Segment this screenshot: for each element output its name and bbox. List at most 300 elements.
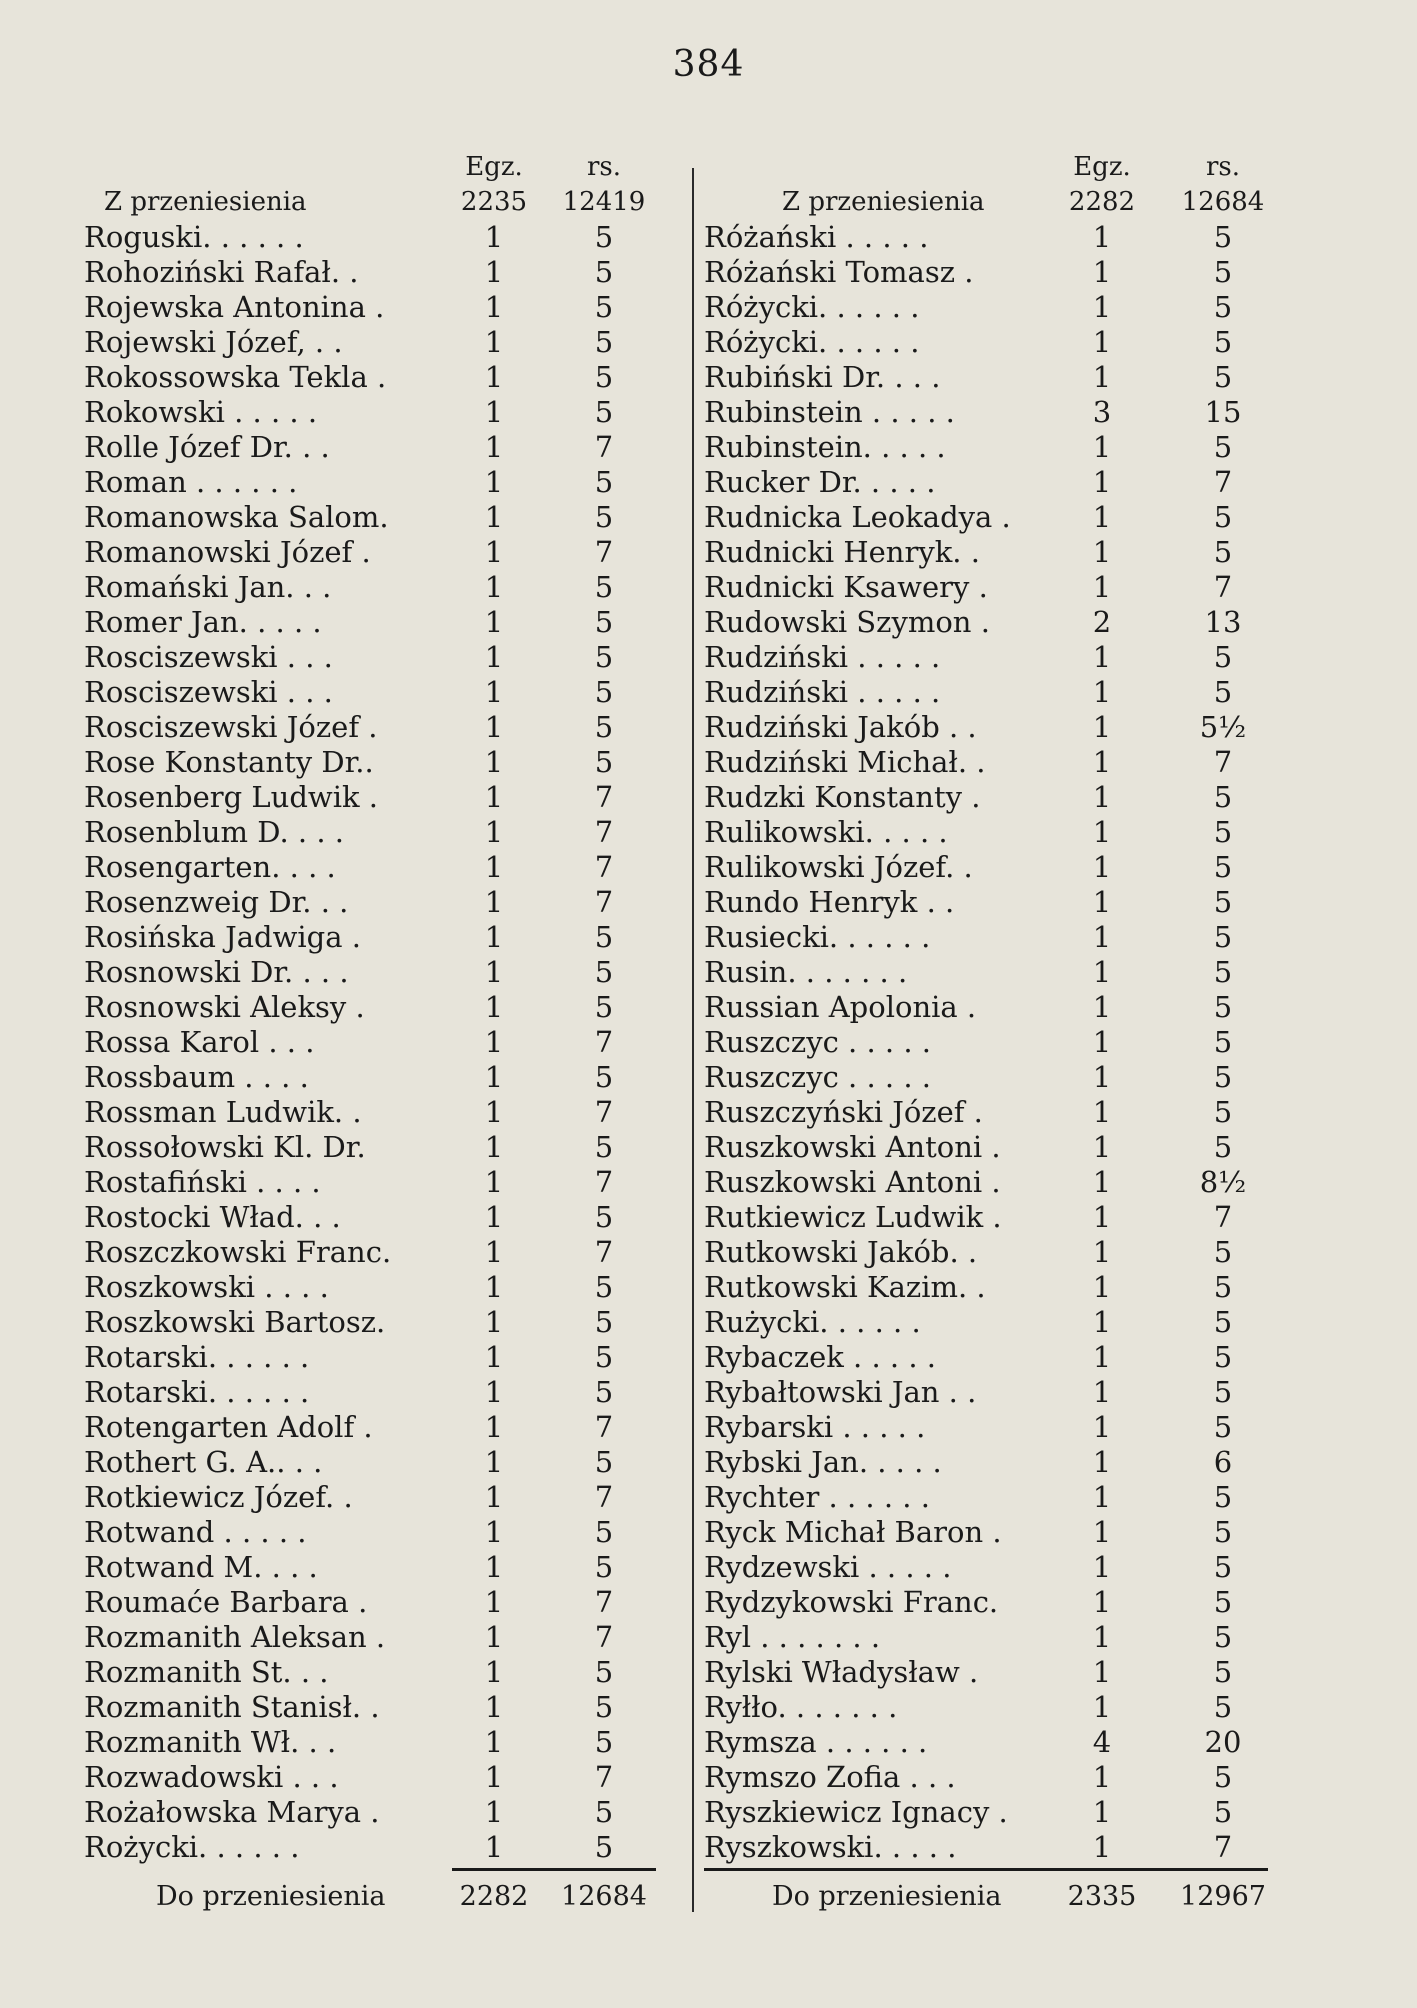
entry-rs: 5 <box>1213 1515 1233 1549</box>
entry-egz: 3 <box>1092 395 1112 429</box>
entry-rs: 5 <box>594 745 614 779</box>
list-item <box>84 255 656 290</box>
entry-name: Roguski. . . . . . <box>84 220 304 254</box>
entry-egz: 1 <box>484 255 504 289</box>
list-item <box>696 1445 1282 1480</box>
list-item <box>696 290 1282 325</box>
carry-forward-egz: 2335 <box>1067 1881 1137 1912</box>
entry-name: Rubinstein . . . . . <box>704 395 955 429</box>
entry-egz: 1 <box>1092 1165 1112 1199</box>
entry-name: Rosciszewski . . . <box>84 640 333 674</box>
entry-egz: 1 <box>1092 1410 1112 1444</box>
list-item <box>696 850 1282 885</box>
entry-rs: 7 <box>594 815 614 849</box>
list-item <box>84 1655 656 1690</box>
entry-rs: 5 <box>594 255 614 289</box>
list-item <box>84 710 656 745</box>
list-item <box>696 1480 1282 1515</box>
entry-name: Rossa Karol . . . <box>84 1025 315 1059</box>
list-item <box>84 1795 656 1830</box>
entry-name: Rulikowski. . . . . <box>704 815 948 849</box>
list-item <box>84 1305 656 1340</box>
entry-egz: 1 <box>484 1130 504 1164</box>
entry-name: Rozmanith Stanisł. . <box>84 1690 380 1724</box>
entry-name: Rubinstein. . . . . <box>704 430 946 464</box>
entry-rs: 7 <box>594 885 614 919</box>
entry-rs: 5 <box>594 955 614 989</box>
entry-name: Rundo Henryk . . <box>704 885 955 919</box>
entry-rs: 5 <box>1213 255 1233 289</box>
list-item <box>696 710 1282 745</box>
entry-rs: 5 <box>594 1515 614 1549</box>
entry-name: Rossman Ludwik. . <box>84 1095 362 1129</box>
entry-egz: 1 <box>1092 640 1112 674</box>
entry-egz: 1 <box>1092 1375 1112 1409</box>
list-item <box>696 885 1282 920</box>
entry-egz: 1 <box>1092 220 1112 254</box>
list-item <box>84 430 656 465</box>
entry-rs: 5 <box>594 570 614 604</box>
entry-rs: 5 <box>1213 1095 1233 1129</box>
carry-over-row <box>696 185 1282 220</box>
entry-egz: 1 <box>484 1200 504 1234</box>
entry-name: Rosciszewski . . . <box>84 675 333 709</box>
entry-egz: 1 <box>484 220 504 254</box>
entry-rs: 5 <box>1213 1690 1233 1724</box>
entry-rs: 7 <box>594 1480 614 1514</box>
carry-over-row <box>84 185 656 220</box>
list-item <box>696 605 1282 640</box>
list-item <box>84 815 656 850</box>
list-item <box>696 1830 1282 1865</box>
list-item <box>84 1620 656 1655</box>
entry-egz: 1 <box>1092 745 1112 779</box>
entry-egz: 1 <box>484 815 504 849</box>
entry-rs: 5 <box>1213 1235 1233 1269</box>
entry-name: Rychter . . . . . . <box>704 1480 930 1514</box>
list-item <box>696 500 1282 535</box>
entry-egz: 1 <box>1092 570 1112 604</box>
entry-name: Rostafiński . . . . <box>84 1165 321 1199</box>
entry-name: Rohoziński Rafał. . <box>84 255 359 289</box>
entry-egz: 1 <box>1092 1515 1112 1549</box>
entry-name: Rutkowski Jakób. . <box>704 1235 978 1269</box>
entry-egz: 1 <box>1092 815 1112 849</box>
entry-egz: 1 <box>1092 500 1112 534</box>
right-column <box>696 150 1282 1919</box>
entry-name: Rudziński Jakób . . <box>704 710 977 744</box>
carry-over-rs: 12684 <box>1181 187 1265 217</box>
carry-over-rs: 12419 <box>562 187 646 217</box>
entry-rs: 5 <box>594 1795 614 1829</box>
list-item <box>696 1375 1282 1410</box>
entry-name: Romanowska Salom. <box>84 500 389 534</box>
entry-rs: 5 <box>594 990 614 1024</box>
entry-egz: 1 <box>1092 675 1112 709</box>
entry-rs: 5 <box>594 1270 614 1304</box>
entry-rs: 5 <box>594 1655 614 1689</box>
entry-rs: 5 <box>594 1445 614 1479</box>
entry-egz: 1 <box>484 1445 504 1479</box>
entry-rs: 5 <box>1213 1060 1233 1094</box>
entry-egz: 1 <box>484 1830 504 1864</box>
entry-rs: 5 <box>1213 850 1233 884</box>
list-item <box>696 745 1282 780</box>
list-item <box>84 920 656 955</box>
list-item <box>84 1200 656 1235</box>
entry-rs: 5 <box>1213 1270 1233 1304</box>
entry-egz: 1 <box>1092 1690 1112 1724</box>
entry-name: Ruszkowski Antoni . <box>704 1165 1001 1199</box>
entry-name: Rozmanith St. . . <box>84 1655 329 1689</box>
entry-name: Rybałtowski Jan . . <box>704 1375 977 1409</box>
entry-rs: 5 <box>1213 955 1233 989</box>
column-divider <box>692 168 694 1912</box>
entry-rs: 5 <box>1213 1375 1233 1409</box>
entry-egz: 1 <box>484 430 504 464</box>
entry-name: Rosciszewski Józef . <box>84 710 378 744</box>
entry-rs: 5 <box>1213 325 1233 359</box>
entry-rs: 20 <box>1204 1725 1242 1759</box>
entry-rs: 5 <box>594 1305 614 1339</box>
entry-egz: 1 <box>1092 1340 1112 1374</box>
entry-egz: 1 <box>1092 1585 1112 1619</box>
entry-rs: 7 <box>594 1025 614 1059</box>
entry-rs: 5 <box>1213 920 1233 954</box>
entry-name: Roumaće Barbara . <box>84 1585 368 1619</box>
list-item <box>696 430 1282 465</box>
entry-name: Różański Tomasz . <box>704 255 974 289</box>
entry-egz: 1 <box>1092 955 1112 989</box>
entry-rs: 5 <box>594 465 614 499</box>
carry-over-label: Z przeniesienia <box>104 187 307 217</box>
entry-egz: 1 <box>484 1025 504 1059</box>
entry-egz: 1 <box>1092 1095 1112 1129</box>
list-item <box>696 640 1282 675</box>
entry-name: Rotwand M. . . . <box>84 1550 318 1584</box>
list-item <box>84 395 656 430</box>
list-item <box>84 1270 656 1305</box>
list-item <box>84 1515 656 1550</box>
entry-list <box>696 220 1282 1865</box>
entry-egz: 1 <box>1092 360 1112 394</box>
entry-name: Rosińska Jadwiga . <box>84 920 361 954</box>
entry-rs: 7 <box>1213 465 1233 499</box>
list-item <box>696 990 1282 1025</box>
list-item <box>696 535 1282 570</box>
entry-name: Rylski Władysław . <box>704 1655 979 1689</box>
entry-egz: 1 <box>1092 1830 1112 1864</box>
entry-name: Rużycki. . . . . . <box>704 1305 921 1339</box>
entry-egz: 1 <box>1092 1655 1112 1689</box>
entry-egz: 1 <box>1092 1445 1112 1479</box>
entry-name: Rucker Dr. . . . . <box>704 465 936 499</box>
list-item <box>84 1340 656 1375</box>
entry-name: Rotarski. . . . . . <box>84 1340 310 1374</box>
list-item <box>696 1340 1282 1375</box>
entry-rs: 5 <box>1213 815 1233 849</box>
list-item <box>696 360 1282 395</box>
list-item <box>696 1655 1282 1690</box>
list-item <box>84 1130 656 1165</box>
egz-header: Egz. <box>465 152 523 182</box>
page-number: 384 <box>672 44 745 85</box>
entry-name: Rybarski . . . . . <box>704 1410 926 1444</box>
entry-rs: 15 <box>1204 395 1242 429</box>
entry-rs: 5 <box>594 290 614 324</box>
list-item <box>84 465 656 500</box>
entry-rs: 5 <box>594 220 614 254</box>
entry-rs: 5 <box>594 710 614 744</box>
entry-egz: 1 <box>1092 1480 1112 1514</box>
entry-egz: 1 <box>484 1795 504 1829</box>
entry-rs: 5 <box>594 640 614 674</box>
entry-rs: 5 <box>594 500 614 534</box>
entry-rs: 13 <box>1204 605 1242 639</box>
entry-egz: 2 <box>1092 605 1112 639</box>
list-item <box>696 815 1282 850</box>
entry-egz: 1 <box>484 1060 504 1094</box>
entry-name: Ruszkowski Antoni . <box>704 1130 1001 1164</box>
entry-name: Ryl . . . . . . . <box>704 1620 881 1654</box>
entry-egz: 1 <box>484 290 504 324</box>
entry-name: Rojewski Józef, . . <box>84 325 343 359</box>
list-item <box>696 395 1282 430</box>
entry-name: Roszczkowski Franc. <box>84 1235 392 1269</box>
entry-name: Rose Konstanty Dr.. <box>84 745 374 779</box>
entry-egz: 1 <box>1092 850 1112 884</box>
list-item <box>84 780 656 815</box>
list-item <box>84 360 656 395</box>
list-item <box>696 325 1282 360</box>
list-item <box>84 500 656 535</box>
entry-name: Rusiecki. . . . . . <box>704 920 931 954</box>
list-item <box>696 1760 1282 1795</box>
entry-name: Rojewska Antonina . <box>84 290 385 324</box>
entry-name: Romański Jan. . . <box>84 570 332 604</box>
egz-header: Egz. <box>1073 152 1131 182</box>
entry-name: Rybski Jan. . . . . <box>704 1445 942 1479</box>
entry-name: Rotwand . . . . . <box>84 1515 307 1549</box>
list-item <box>84 1060 656 1095</box>
entry-egz: 1 <box>1092 1235 1112 1269</box>
column-header <box>696 150 1282 185</box>
list-item <box>84 535 656 570</box>
entry-rs: 5 <box>1213 1130 1233 1164</box>
entry-name: Rokowski . . . . . <box>84 395 318 429</box>
entry-egz: 1 <box>484 640 504 674</box>
entry-rs: 5 <box>594 1690 614 1724</box>
entry-name: Rożycki. . . . . . <box>84 1830 300 1864</box>
entry-egz: 1 <box>484 780 504 814</box>
list-item <box>84 885 656 920</box>
entry-rs: 7 <box>594 780 614 814</box>
carry-over-egz: 2282 <box>1068 187 1136 217</box>
list-item <box>696 1690 1282 1725</box>
entry-name: Rożałowska Marya . <box>84 1795 380 1829</box>
entry-egz: 1 <box>484 675 504 709</box>
rs-header: rs. <box>586 152 622 182</box>
entry-egz: 1 <box>1092 780 1112 814</box>
entry-rs: 7 <box>594 1585 614 1619</box>
entry-name: Rozmanith Wł. . . <box>84 1725 337 1759</box>
entry-egz: 1 <box>484 325 504 359</box>
list-item <box>696 1725 1282 1760</box>
entry-rs: 5 <box>594 1550 614 1584</box>
entry-rs: 5 <box>594 1130 614 1164</box>
entry-name: Rossołowski Kl. Dr. <box>84 1130 366 1164</box>
entry-name: Rosengarten. . . . <box>84 850 336 884</box>
list-item <box>84 990 656 1025</box>
entry-name: Rotkiewicz Józef. . <box>84 1480 353 1514</box>
entry-egz: 1 <box>484 1690 504 1724</box>
list-item <box>84 1410 656 1445</box>
entry-name: Rosnowski Dr. . . . <box>84 955 349 989</box>
entry-rs: 7 <box>594 1095 614 1129</box>
entry-name: Rubiński Dr. . . . <box>704 360 941 394</box>
carry-forward-row <box>696 1875 1282 1919</box>
entry-egz: 1 <box>484 1375 504 1409</box>
entry-name: Ryszkowski. . . . . <box>704 1830 957 1864</box>
entry-egz: 1 <box>484 570 504 604</box>
entry-rs: 5 <box>594 325 614 359</box>
list-item <box>696 1165 1282 1200</box>
entry-rs: 5 <box>1213 780 1233 814</box>
entry-egz: 1 <box>1092 1060 1112 1094</box>
entry-egz: 1 <box>484 1305 504 1339</box>
entry-rs: 5 <box>594 360 614 394</box>
entry-egz: 1 <box>484 710 504 744</box>
entry-name: Ruszczyński Józef . <box>704 1095 983 1129</box>
entry-rs: 5 <box>594 1060 614 1094</box>
entry-rs: 5 <box>1213 885 1233 919</box>
entry-name: Roszkowski . . . . <box>84 1270 329 1304</box>
entry-rs: 7 <box>594 430 614 464</box>
entry-name: Russian Apolonia . <box>704 990 977 1024</box>
entry-egz: 1 <box>1092 1025 1112 1059</box>
list-item <box>84 640 656 675</box>
entry-rs: 5 <box>1213 640 1233 674</box>
entry-name: Rostocki Wład. . . <box>84 1200 341 1234</box>
entry-rs: 5 <box>594 675 614 709</box>
entry-egz: 1 <box>484 1095 504 1129</box>
list-item <box>696 1515 1282 1550</box>
entry-egz: 1 <box>484 360 504 394</box>
entry-name: Rudzki Konstanty . <box>704 780 981 814</box>
entry-name: Rydzewski . . . . . <box>704 1550 952 1584</box>
entry-egz: 1 <box>1092 990 1112 1024</box>
entry-rs: 5½ <box>1199 710 1247 744</box>
entry-egz: 1 <box>484 1410 504 1444</box>
entry-name: Rudowski Szymon . <box>704 605 990 639</box>
entry-name: Roszkowski Bartosz. <box>84 1305 386 1339</box>
entry-name: Rotengarten Adolf . <box>84 1410 373 1444</box>
entry-egz: 1 <box>1092 430 1112 464</box>
entry-name: Rosenblum D. . . . <box>84 815 344 849</box>
entry-egz: 1 <box>1092 1270 1112 1304</box>
list-item <box>696 255 1282 290</box>
entry-egz: 1 <box>1092 255 1112 289</box>
entry-rs: 5 <box>1213 1655 1233 1689</box>
entry-name: Ruszczyc . . . . . <box>704 1025 932 1059</box>
entry-egz: 1 <box>484 395 504 429</box>
entry-rs: 7 <box>1213 1830 1233 1864</box>
entry-name: Rokossowska Tekla . <box>84 360 387 394</box>
list-item <box>84 325 656 360</box>
entry-egz: 1 <box>1092 1305 1112 1339</box>
list-item <box>84 1585 656 1620</box>
total-rule <box>704 1868 1268 1871</box>
entry-egz: 1 <box>484 990 504 1024</box>
entry-rs: 7 <box>594 535 614 569</box>
entry-rs: 5 <box>1213 1410 1233 1444</box>
entry-name: Rudnicki Ksawery . <box>704 570 988 604</box>
entry-egz: 1 <box>1092 885 1112 919</box>
entry-rs: 5 <box>594 605 614 639</box>
entry-rs: 7 <box>594 1235 614 1269</box>
list-item <box>84 1165 656 1200</box>
entry-egz: 1 <box>1092 1760 1112 1794</box>
list-item <box>696 780 1282 815</box>
entry-egz: 1 <box>1092 290 1112 324</box>
list-item <box>696 1130 1282 1165</box>
entry-name: Różycki. . . . . . <box>704 325 920 359</box>
entry-rs: 7 <box>1213 570 1233 604</box>
entry-egz: 1 <box>484 745 504 779</box>
entry-name: Rybaczek . . . . . <box>704 1340 936 1374</box>
entry-name: Rossbaum . . . . <box>84 1060 309 1094</box>
entry-name: Różycki. . . . . . <box>704 290 920 324</box>
entry-rs: 5 <box>1213 290 1233 324</box>
list-item <box>696 1235 1282 1270</box>
entry-egz: 1 <box>484 1235 504 1269</box>
list-item <box>696 1060 1282 1095</box>
list-item <box>84 1095 656 1130</box>
entry-rs: 5 <box>1213 430 1233 464</box>
entry-rs: 5 <box>1213 1305 1233 1339</box>
entry-name: Rudziński . . . . . <box>704 640 941 674</box>
entry-name: Rudnicki Henryk. . <box>704 535 980 569</box>
entry-egz: 1 <box>1092 1795 1112 1829</box>
list-item <box>696 955 1282 990</box>
entry-egz: 1 <box>484 1165 504 1199</box>
entry-rs: 5 <box>594 1375 614 1409</box>
entry-rs: 7 <box>594 1620 614 1654</box>
list-item <box>696 1585 1282 1620</box>
list-item <box>84 1445 656 1480</box>
total-rule <box>452 1868 656 1871</box>
entry-rs: 5 <box>594 1725 614 1759</box>
entry-name: Rozmanith Aleksan . <box>84 1620 386 1654</box>
list-item <box>696 1270 1282 1305</box>
entry-rs: 7 <box>1213 1200 1233 1234</box>
entry-egz: 1 <box>484 885 504 919</box>
entry-egz: 1 <box>1092 465 1112 499</box>
entry-rs: 5 <box>1213 990 1233 1024</box>
entry-rs: 5 <box>1213 1760 1233 1794</box>
entry-name: Roman . . . . . . <box>84 465 298 499</box>
list-item <box>696 1025 1282 1060</box>
entry-egz: 1 <box>1092 710 1112 744</box>
list-item <box>84 1760 656 1795</box>
entry-rs: 6 <box>1213 1445 1233 1479</box>
entry-rs: 5 <box>1213 1550 1233 1584</box>
list-item <box>84 955 656 990</box>
entry-name: Romanowski Józef . <box>84 535 371 569</box>
column-header <box>84 150 656 185</box>
list-item <box>84 675 656 710</box>
entry-name: Rutkowski Kazim. . <box>704 1270 986 1304</box>
